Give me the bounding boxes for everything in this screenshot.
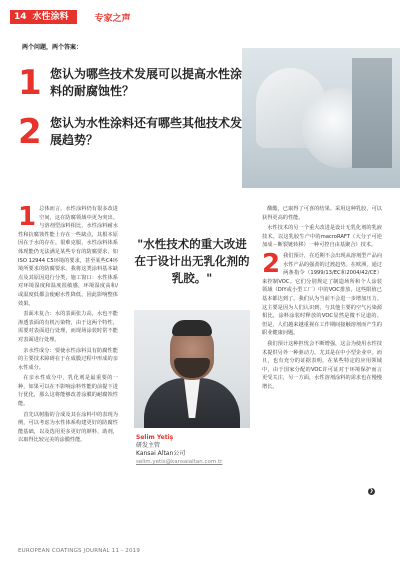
answer-paragraph: 1 总体而言，水性涂料仍有很多改进空间，这在防腐领域中更为突出。与溶剂型涂料相比，水性涂料耐水性和抗腐蚀性能上存在一些缺点，其根本原因在于水的存在。很难克服，水性涂料体系体现能仍无法满足某些专有的防腐要求，如ISO 12944 C5环境的要求，甚至某些C4环境所要求的防腐要求。我将这类涂料基本缺点及其原因进行分类，施工窗口：水性体系对环境湿度和温度很敏感，环境湿度高和/或温度低都会使耐水性降低，因此影响整体效果。: [18, 202, 118, 307]
author-caption: [136, 434, 252, 466]
answer-paragraph: 水性技术的另一个重大改进是设计无乳化剂的乳液技术。以这乳胶生产中的macroRAFT（大分子可逆加成－断裂链转移）一种可控自由基聚合）技术。: [262, 225, 382, 249]
intro-line: 两个问题，两个答案：: [22, 44, 83, 51]
author-name: Selim Yetiş: [136, 434, 174, 441]
author-portrait: [134, 310, 250, 428]
answer-paragraph: 表面未复合：水的表面张力高，水也不能渗透表面的有机污染物，由于这两个特性，需要对表面进行处理，而现场涂装时常不能对表面进行处理。: [18, 311, 118, 343]
answer-paragraph: 首先以树脂的合成及其在涂料中的表现为例，可以考虑为水性体系构建更好的防腐性能基础，以及选用更多更好的颜料、助剂，以取得比较完美的涂膜性能。: [18, 411, 118, 444]
dropcap-1: 1: [18, 202, 37, 232]
pull-quote: "水性技术的重大改进在于设计出无乳化剂的乳胶。": [134, 237, 250, 285]
question-number: 2: [18, 112, 42, 152]
answer-paragraph: 我们预计这种担忧会不断增强，这会为使用水性技术提供另外一种驱动力。尤其是在中小型企业中。而且，也有充分的证据表明，在某些特定的应用领域中，由于国家分配的VOC许可证对于环境保护而言更受关注，另一方面，水性溶剂涂料的需求也在慢慢增长。: [262, 340, 382, 390]
answer-paragraph: 亲水性成分：要使水性涂料具有防腐性能的主要技术障碍在于在成膜过程中形成的亲水性成分。: [18, 347, 118, 371]
section-bar: [10, 10, 131, 24]
page-number: 14: [10, 10, 31, 24]
answer-1-column: [18, 202, 118, 447]
answer-paragraph: 酸酯，已取得了可喜的结果。采用这种乳胶，可以获得更高的性能。: [262, 206, 382, 221]
section-title: 水性涂料: [31, 10, 77, 24]
question-text: 您认为哪些技术发展可以提高水性涂料的耐腐蚀性？: [50, 67, 243, 98]
author-role: 研发主管: [136, 442, 161, 449]
answer-2-column: [262, 205, 382, 393]
question-2: [18, 112, 250, 152]
question-number: 1: [18, 63, 42, 103]
question-1: [18, 63, 250, 103]
page-header: [0, 0, 400, 26]
answer-paragraph: 2 我们预计，在近期不会出现从溶剂型产品向水性产品的强劲的过渡趋势。在欧洲，通过两条指令（1999/13/EC和2004/42/CE）来控制VOC。它们分别规定了制造场所和个人涂装领域（DIY或小型工厂）中的VOC排放，这些限值已基本都达到了。我们认为当前不会进一步增加压力。这主要是因为人们认识到，与其他主要的空气污染源相比，涂料涂装时释放的VOC显然是微不足道的。但是，人们越来越重视在工作期间接触溶剂而产生的职业健康问题。: [262, 248, 382, 337]
section-tag: 专家之声: [94, 13, 131, 24]
header-photo: [242, 48, 400, 188]
end-mark-icon: ❯: [369, 488, 374, 494]
answer-paragraph: 在亲水性成分中，乳化剂是最重要的一种，如果可以在不影响涂料性能的前提下进行优化，那么这将能够改善涂膜的耐腐蚀性能。: [18, 375, 118, 408]
dropcap-2: 2: [262, 248, 281, 279]
author-email[interactable]: selim.yetis@kansaialtan.com.tr: [136, 459, 223, 465]
question-text: 您认为水性涂料还有哪些其他技术发展趋势？: [50, 116, 243, 147]
page-footer: EUROPEAN COATINGS JOURNAL 11 - 2019: [18, 548, 141, 554]
author-company: Kansai Altan公司: [136, 450, 186, 457]
